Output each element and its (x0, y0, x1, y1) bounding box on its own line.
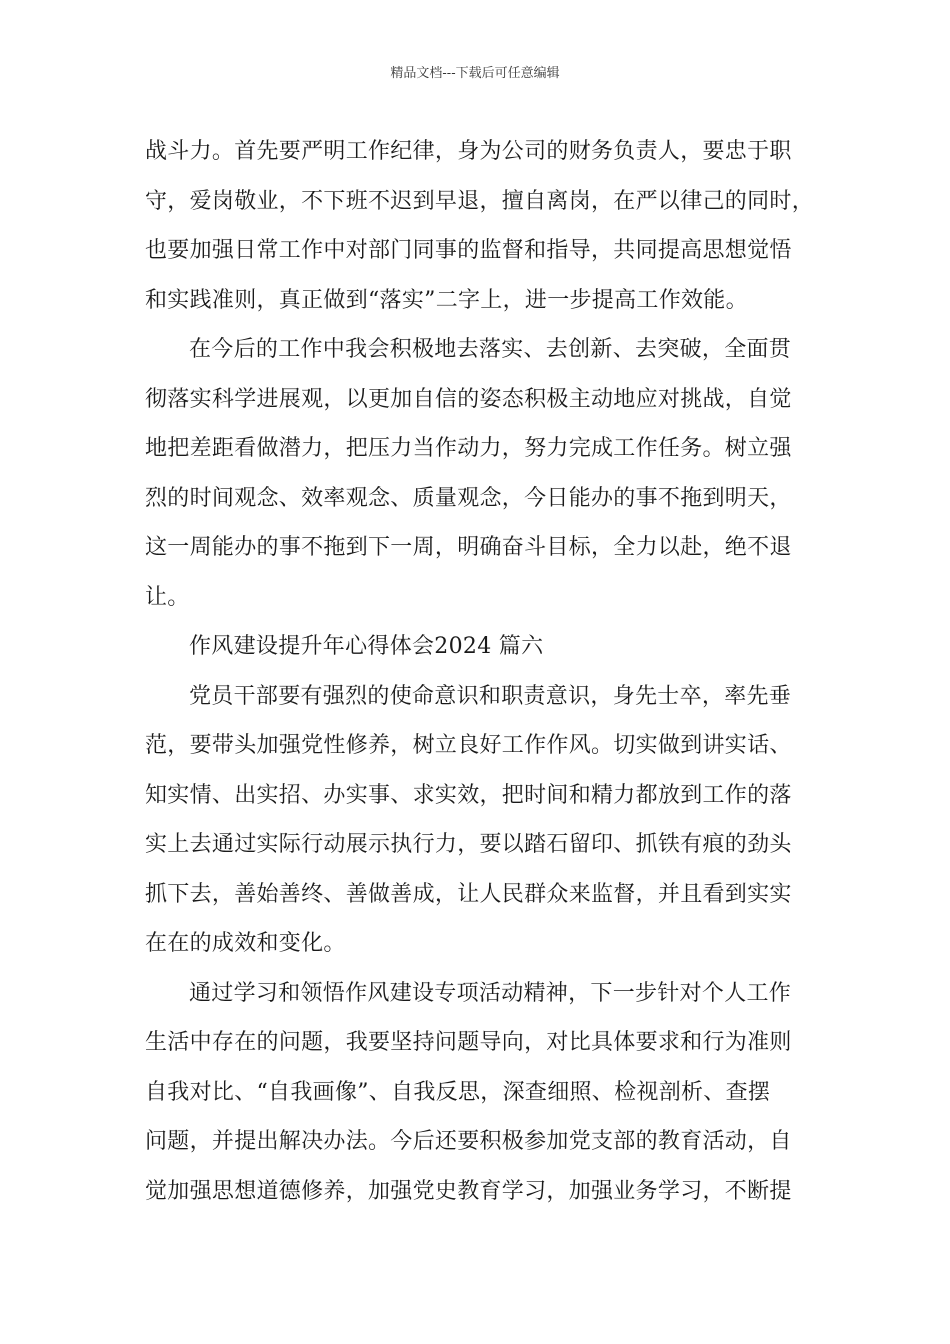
paragraph-line: 也要加强日常工作中对部门同事的监督和指导，共同提高思想觉悟 (145, 238, 792, 263)
paragraph-line: 让。 (145, 585, 190, 610)
paragraph-line: 生活中存在的问题，我要坚持问题导向，对比具体要求和行为准则 (145, 1030, 792, 1055)
paragraph-line: 彻落实科学进展观，以更加自信的姿态积极主动地应对挑战，自觉 (145, 387, 792, 412)
section-heading: 作风建设提升年心得体会2024 篇六 (189, 634, 544, 659)
paragraph-line: 问题，并提出解决办法。今后还要积极参加党支部的教育活动，自 (145, 1129, 792, 1154)
paragraph-line: 守，爱岗敬业，不下班不迟到早退，擅自离岗，在严以律己的同时， (145, 189, 815, 214)
paragraph-line: 觉加强思想道德修养，加强党史教育学习，加强业务学习，不断提 (145, 1179, 792, 1204)
paragraph-line: 这一周能办的事不拖到下一周，明确奋斗目标，全力以赴，绝不退 (145, 535, 792, 560)
paragraph-line: 地把差距看做潜力，把压力当作动力，努力完成工作任务。树立强 (145, 436, 792, 461)
paragraph-line: 范，要带头加强党性修养，树立良好工作作风。切实做到讲实话、 (145, 733, 792, 758)
paragraph-line: 自我对比、“自我画像”、自我反思，深查细照、检视剖析、查摆 (145, 1080, 771, 1105)
paragraph-line: 党员干部要有强烈的使命意识和职责意识，身先士卒，率先垂 (189, 684, 792, 709)
paragraph-line: 抓下去，善始善终、善做善成，让人民群众来监督，并且看到实实 (145, 882, 792, 907)
paragraph-line: 战斗力。首先要严明工作纪律，身为公司的财务负责人，要忠于职 (145, 139, 792, 164)
page-header: 精品文档---下载后可任意编辑 (390, 66, 560, 81)
paragraph-line: 实上去通过实际行动展示执行力，要以踏石留印、抓铁有痕的劲头 (145, 832, 792, 857)
paragraph-line: 在今后的工作中我会积极地去落实、去创新、去突破，全面贯 (189, 337, 792, 362)
paragraph-line: 在在的成效和变化。 (145, 931, 346, 956)
paragraph-line: 通过学习和领悟作风建设专项活动精神，下一步针对个人工作 (189, 981, 792, 1006)
paragraph-line: 和实践准则，真正做到“落实”二字上，进一步提高工作效能。 (145, 288, 748, 313)
paragraph-line: 知实情、出实招、办实事、求实效，把时间和精力都放到工作的落 (145, 783, 792, 808)
paragraph-line: 烈的时间观念、效率观念、质量观念，今日能办的事不拖到明天， (145, 486, 792, 511)
